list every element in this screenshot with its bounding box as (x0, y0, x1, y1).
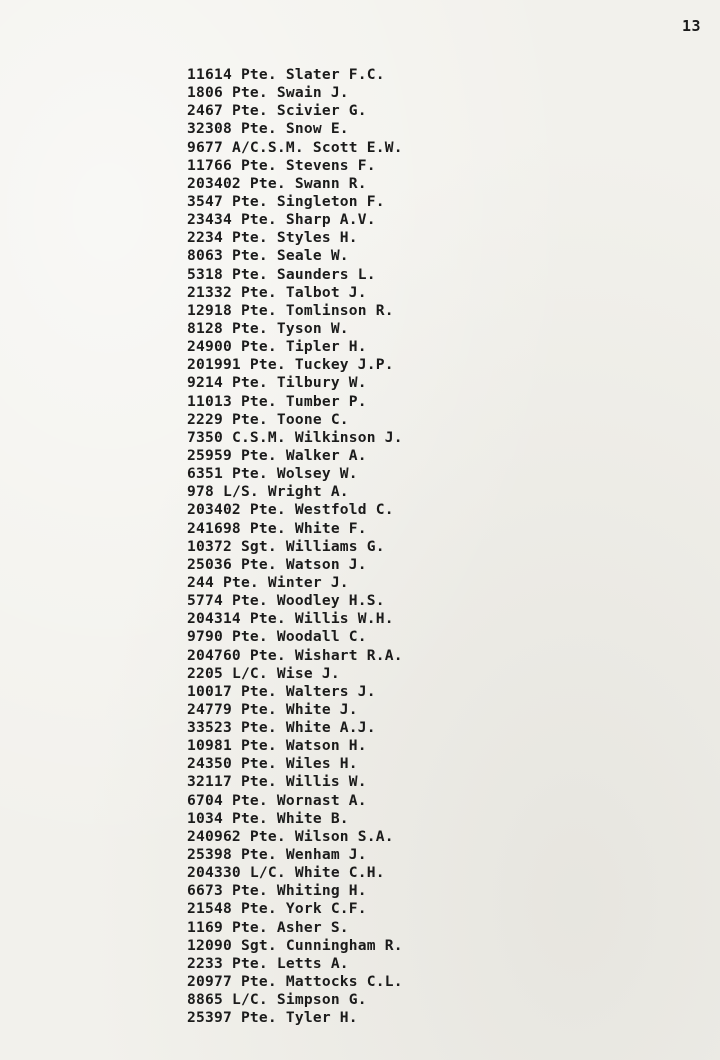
rank: Pte. (231, 192, 268, 210)
soldier-name: White J. (285, 700, 358, 718)
rank: Pte. (231, 229, 268, 247)
soldier-name: Wishart R.A. (294, 646, 403, 664)
service-number: 2234 (187, 229, 223, 247)
list-item (187, 991, 403, 1009)
soldier-name: Watson J. (285, 555, 367, 573)
list-item (187, 719, 403, 737)
soldier-name: Scivier G. (276, 102, 367, 120)
soldier-name: Simpson G. (276, 991, 367, 1009)
list-item (187, 520, 403, 538)
list-item (187, 483, 403, 501)
service-number: 25959 (187, 446, 232, 464)
soldier-name: Saunders L. (276, 265, 376, 283)
service-number: 21332 (187, 283, 232, 301)
soldier-name: Wright A. (267, 483, 349, 501)
rank: L/S. (222, 483, 259, 501)
list-item (187, 193, 403, 211)
list-item (187, 556, 403, 574)
service-number: 9790 (187, 628, 223, 646)
service-number: 204314 (187, 610, 241, 628)
service-number: 240962 (187, 827, 241, 845)
rank: Pte. (240, 773, 277, 791)
rank: Pte. (240, 211, 277, 229)
soldier-name: White B. (276, 809, 349, 827)
soldier-name: White A.J. (285, 719, 376, 737)
rank: Sgt. (240, 936, 277, 954)
service-number: 2467 (187, 102, 223, 120)
list-item (187, 773, 403, 791)
list-item (187, 356, 403, 374)
service-number: 1806 (187, 84, 223, 102)
list-item (187, 284, 403, 302)
list-item (187, 592, 403, 610)
service-number: 5318 (187, 265, 223, 283)
soldier-name: Woodall C. (276, 628, 367, 646)
service-number: 24350 (187, 755, 232, 773)
soldier-name: Seale W. (276, 247, 349, 265)
rank: Pte. (240, 846, 277, 864)
list-item (187, 465, 403, 483)
soldier-name: Tyson W. (276, 319, 349, 337)
rank: Pte. (249, 646, 286, 664)
soldier-name: York C.F. (285, 900, 367, 918)
rank: A/C.S.M. (231, 138, 304, 156)
list-item (187, 973, 403, 991)
list-item (187, 683, 403, 701)
service-number: 23434 (187, 211, 232, 229)
rank: L/C. (231, 664, 268, 682)
list-item (187, 955, 403, 973)
service-number: 11013 (187, 392, 232, 410)
soldier-name: Snow E. (285, 120, 349, 138)
service-number: 33523 (187, 719, 232, 737)
service-number: 2205 (187, 664, 223, 682)
service-number: 12918 (187, 301, 232, 319)
soldier-name: Tyler H. (285, 1009, 358, 1027)
list-item (187, 792, 403, 810)
rank: Pte. (222, 573, 259, 591)
soldier-name: Letts A. (276, 954, 349, 972)
list-item (187, 374, 403, 392)
soldier-name: Westfold C. (294, 501, 394, 519)
rank: Pte. (231, 592, 268, 610)
rank: Pte. (231, 319, 268, 337)
list-item (187, 447, 403, 465)
list-item (187, 737, 403, 755)
soldier-name: Asher S. (276, 918, 349, 936)
soldier-name: Mattocks C.L. (285, 973, 403, 991)
soldier-name: Swann R. (294, 174, 367, 192)
service-number: 8063 (187, 247, 223, 265)
service-number: 32308 (187, 120, 232, 138)
soldier-name: Walker A. (285, 446, 367, 464)
soldier-name: White C.H. (294, 864, 385, 882)
rank: Pte. (231, 918, 268, 936)
list-item (187, 229, 403, 247)
rank: Pte. (231, 84, 268, 102)
soldier-name: Winter J. (267, 573, 349, 591)
rank: Sgt. (240, 537, 277, 555)
service-number: 10981 (187, 737, 232, 755)
rank: Pte. (240, 555, 277, 573)
soldier-name: White F. (294, 519, 367, 537)
list-item (187, 139, 403, 157)
list-item (187, 864, 403, 882)
list-item (187, 320, 403, 338)
rank: Pte. (249, 356, 286, 374)
rank: L/C. (249, 864, 286, 882)
soldier-name: Wolsey W. (276, 465, 358, 483)
service-number: 25397 (187, 1009, 232, 1027)
service-number: 25036 (187, 555, 232, 573)
rank: Pte. (231, 247, 268, 265)
list-item (187, 574, 403, 592)
soldier-name: Talbot J. (285, 283, 367, 301)
list-item (187, 1009, 403, 1027)
rank: Pte. (231, 102, 268, 120)
service-number: 203402 (187, 501, 241, 519)
rank: L/C. (231, 991, 268, 1009)
list-item (187, 501, 403, 519)
rank: Pte. (240, 392, 277, 410)
soldier-name: Wise J. (276, 664, 340, 682)
list-item (187, 338, 403, 356)
rank: Pte. (231, 791, 268, 809)
list-item (187, 120, 403, 138)
service-number: 201991 (187, 356, 241, 374)
soldier-name: Tumber P. (285, 392, 367, 410)
rank: Pte. (249, 827, 286, 845)
personnel-list (187, 66, 403, 1027)
service-number: 244 (187, 573, 214, 591)
service-number: 20977 (187, 973, 232, 991)
list-item (187, 900, 403, 918)
list-item (187, 828, 403, 846)
service-number: 203402 (187, 174, 241, 192)
list-item (187, 247, 403, 265)
list-item (187, 102, 403, 120)
soldier-name: Willis W.H. (294, 610, 394, 628)
service-number: 1169 (187, 918, 223, 936)
rank: Pte. (249, 519, 286, 537)
list-item (187, 84, 403, 102)
service-number: 204760 (187, 646, 241, 664)
rank: Pte. (249, 610, 286, 628)
list-item (187, 411, 403, 429)
soldier-name: Wiles H. (285, 755, 358, 773)
service-number: 11766 (187, 156, 232, 174)
soldier-name: Stevens F. (285, 156, 376, 174)
list-item (187, 919, 403, 937)
rank: Pte. (240, 66, 277, 83)
rank: Pte. (240, 1009, 277, 1027)
service-number: 6673 (187, 882, 223, 900)
soldier-name: Cunningham R. (285, 936, 403, 954)
list-item (187, 647, 403, 665)
rank: Pte. (240, 700, 277, 718)
list-item (187, 628, 403, 646)
soldier-name: Tipler H. (285, 338, 367, 356)
rank: Pte. (240, 283, 277, 301)
soldier-name: Watson H. (285, 737, 367, 755)
rank: Pte. (231, 628, 268, 646)
service-number: 10372 (187, 537, 232, 555)
service-number: 6704 (187, 791, 223, 809)
service-number: 12090 (187, 936, 232, 954)
rank: Pte. (231, 265, 268, 283)
service-number: 2233 (187, 954, 223, 972)
list-item (187, 66, 403, 84)
list-item (187, 665, 403, 683)
service-number: 9214 (187, 374, 223, 392)
soldier-name: Wornast A. (276, 791, 367, 809)
service-number: 10017 (187, 682, 232, 700)
rank: Pte. (240, 156, 277, 174)
rank: Pte. (240, 120, 277, 138)
list-item (187, 610, 403, 628)
rank: Pte. (249, 174, 286, 192)
service-number: 241698 (187, 519, 241, 537)
rank: Pte. (231, 809, 268, 827)
service-number: 25398 (187, 846, 232, 864)
list-item (187, 701, 403, 719)
soldier-name: Sharp A.V. (285, 211, 376, 229)
list-item (187, 211, 403, 229)
list-item (187, 175, 403, 193)
soldier-name: Toone C. (276, 410, 349, 428)
list-item (187, 429, 403, 447)
rank: Pte. (240, 446, 277, 464)
service-number: 9677 (187, 138, 223, 156)
rank: Pte. (231, 465, 268, 483)
rank: Pte. (240, 338, 277, 356)
soldier-name: Wilkinson J. (294, 428, 403, 446)
soldier-name: Tilbury W. (276, 374, 367, 392)
soldier-name: Swain J. (276, 84, 349, 102)
list-item (187, 810, 403, 828)
list-item (187, 157, 403, 175)
soldier-name: Slater F.C. (285, 66, 385, 83)
service-number: 24900 (187, 338, 232, 356)
list-item (187, 846, 403, 864)
list-item (187, 937, 403, 955)
soldier-name: Scott E.W. (312, 138, 403, 156)
service-number: 3547 (187, 192, 223, 210)
rank: Pte. (240, 973, 277, 991)
rank: Pte. (249, 501, 286, 519)
rank: Pte. (231, 410, 268, 428)
soldier-name: Wilson S.A. (294, 827, 394, 845)
service-number: 11614 (187, 66, 232, 83)
service-number: 21548 (187, 900, 232, 918)
service-number: 2229 (187, 410, 223, 428)
list-item (187, 393, 403, 411)
soldier-name: Styles H. (276, 229, 358, 247)
soldier-name: Walters J. (285, 682, 376, 700)
list-item (187, 266, 403, 284)
soldier-name: Tuckey J.P. (294, 356, 394, 374)
list-item (187, 302, 403, 320)
service-number: 8128 (187, 319, 223, 337)
service-number: 204330 (187, 864, 241, 882)
soldier-name: Williams G. (285, 537, 385, 555)
rank: Pte. (231, 954, 268, 972)
service-number: 7350 (187, 428, 223, 446)
soldier-name: Wenham J. (285, 846, 367, 864)
rank: Pte. (231, 374, 268, 392)
service-number: 978 (187, 483, 214, 501)
rank: Pte. (231, 882, 268, 900)
list-item (187, 755, 403, 773)
service-number: 8865 (187, 991, 223, 1009)
service-number: 6351 (187, 465, 223, 483)
rank: Pte. (240, 719, 277, 737)
service-number: 32117 (187, 773, 232, 791)
page-number: 13 (681, 17, 701, 35)
service-number: 24779 (187, 700, 232, 718)
soldier-name: Woodley H.S. (276, 592, 385, 610)
rank: Pte. (240, 682, 277, 700)
list-item (187, 538, 403, 556)
service-number: 1034 (187, 809, 223, 827)
soldier-name: Whiting H. (276, 882, 367, 900)
rank: Pte. (240, 755, 277, 773)
soldier-name: Tomlinson R. (285, 301, 394, 319)
rank: Pte. (240, 737, 277, 755)
rank: C.S.M. (231, 428, 286, 446)
soldier-name: Willis W. (285, 773, 367, 791)
rank: Pte. (240, 900, 277, 918)
soldier-name: Singleton F. (276, 192, 385, 210)
rank: Pte. (240, 301, 277, 319)
service-number: 5774 (187, 592, 223, 610)
list-item (187, 882, 403, 900)
